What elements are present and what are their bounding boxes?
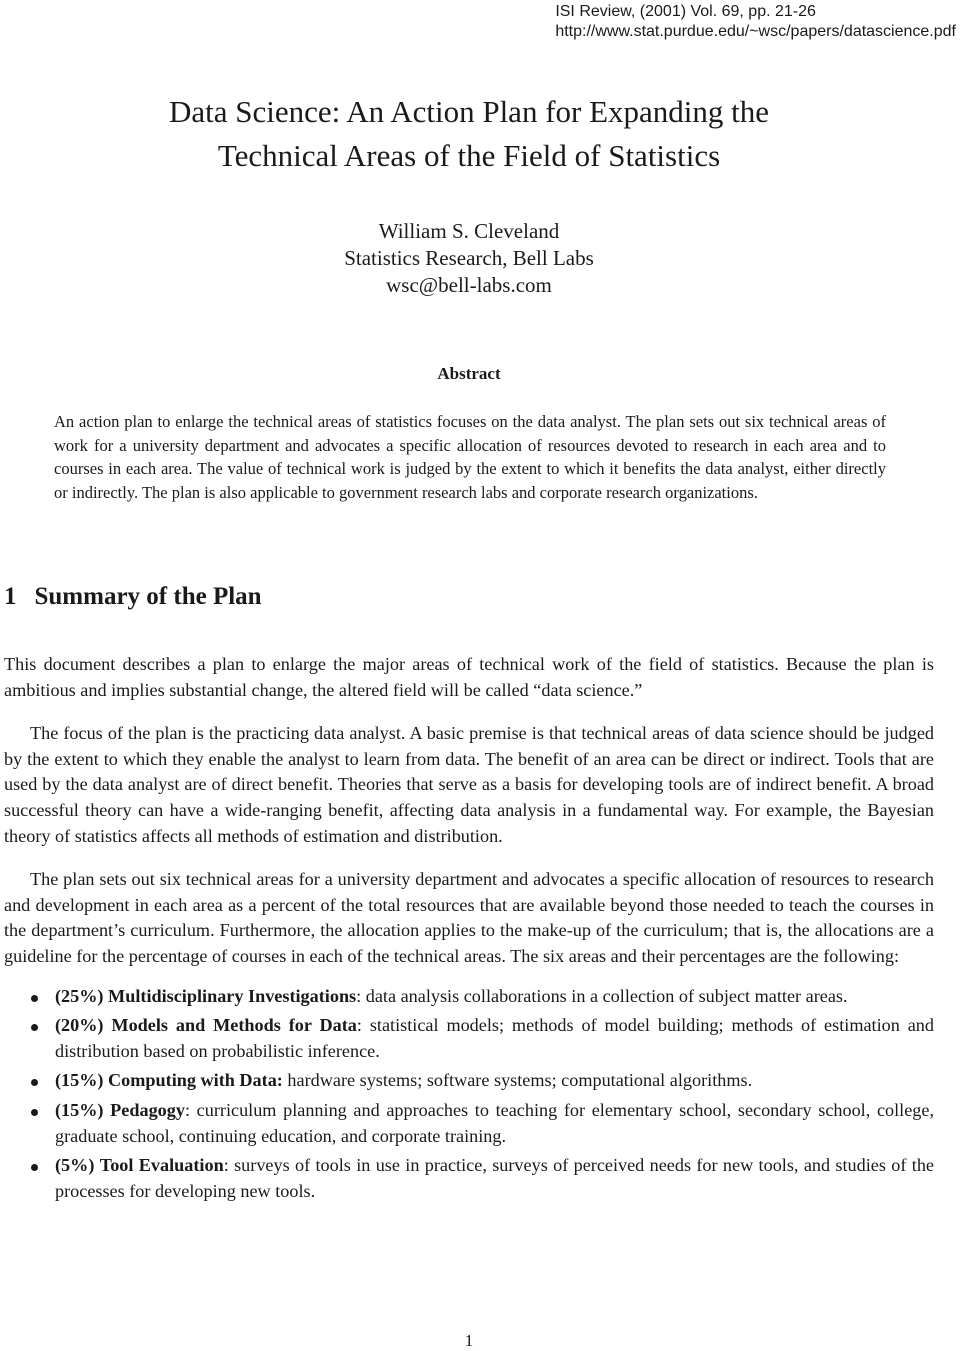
section-heading	[4, 580, 262, 614]
area-percent: (5%)	[55, 1155, 95, 1176]
area-description: : curriculum planning and approaches to teaching for elementary school, secondary school, college, graduate school, continuing education, and corporate training.	[55, 1099, 935, 1146]
area-description: : statistical models; methods of model building; methods of estimation and distribution based on probabilistic inference.	[55, 1015, 934, 1061]
section-title: Summary of the Plan	[34, 583, 262, 610]
paper-title	[0, 90, 938, 178]
section-body	[4, 652, 934, 1208]
area-name: Tool Evaluation	[99, 1155, 224, 1176]
author-email[interactable]: wsc@bell-labs.com	[386, 273, 552, 297]
author-block	[0, 218, 938, 299]
paragraph: The plan sets out six technical areas for a university department and advocates a specific allocation of resources to research and development in each area as a percent of the total resources that are available beyond those needed to teach the courses in the department’s curriculum. Furthermore, the allocation applies to the make-up of the curriculum; that is, the allocations are a guideline for the percentage of courses in each of the technical areas. The six areas and their percentages are the following:	[4, 869, 934, 966]
journal-citation: ISI Review, (2001) Vol. 69, pp. 21-26	[555, 3, 816, 20]
journal-header	[555, 2, 956, 42]
list-item	[4, 1153, 934, 1204]
area-description: : surveys of tools in use in practice, surveys of perceived needs for new tools, and studies of the processes for developing new tools.	[55, 1155, 934, 1201]
area-description: : data analysis collaborations in a collection of subject matter areas.	[356, 985, 848, 1006]
area-percent: (25%)	[55, 985, 104, 1006]
area-percent: (20%)	[55, 1015, 104, 1036]
page-number: 1	[464, 1331, 474, 1350]
bullet-icon	[31, 1164, 38, 1171]
area-name: Pedagogy	[110, 1099, 185, 1120]
bullet-icon	[31, 995, 38, 1002]
paper-url[interactable]: http://www.stat.purdue.edu/~wsc/papers/datascience.pdf	[555, 23, 956, 40]
bullet-icon	[31, 1079, 38, 1086]
paragraph: The focus of the plan is the practicing data analyst. A basic premise is that technical areas of data science should be judged by the extent to which they enable the analyst to learn from data. The benefit of an area can be direct or indirect. Tools that are used by the data analyst are of direct benefit. Theories that serve as a basis for developing tools are of indirect benefit. A broad successful theory can have a wide-ranging benefit, affecting data analysis in a fundamental way. For example, the Bayesian theory of statistics affects all methods of estimation and distribution.	[4, 723, 934, 846]
area-percent: (15%)	[55, 1070, 104, 1091]
list-item	[4, 1068, 934, 1094]
technical-areas-list	[4, 984, 934, 1205]
list-item	[4, 1013, 934, 1064]
author-affiliation: Statistics Research, Bell Labs	[344, 246, 594, 270]
list-item	[4, 984, 934, 1010]
paragraph: This document describes a plan to enlarge the major areas of technical work of the field of statistics. Because the plan is ambitious and implies substantial change, the altered field will be called “data science.”	[4, 654, 934, 700]
author-name: William S. Cleveland	[378, 219, 560, 243]
area-name: Multidisciplinary Investigations	[108, 985, 357, 1006]
section-number: 1	[4, 583, 17, 610]
abstract-text: An action plan to enlarge the technical areas of statistics focuses on the data analyst. The plan sets out six technical areas of work for a university department and advocates a specific allocation of resources devoted to research in each area and to courses in each area. The value of technical work is judged by the extent to which it benefits the data analyst, either directly or indirectly. The plan is also applicable to government research labs and corporate research organizations.	[54, 412, 886, 502]
area-description: hardware systems; software systems; computational algorithms.	[282, 1070, 753, 1091]
area-percent: (15%)	[55, 1099, 104, 1120]
bullet-icon	[31, 1024, 38, 1031]
area-name: Models and Methods for Data	[111, 1015, 357, 1036]
area-name: Computing with Data:	[108, 1070, 283, 1091]
list-item	[4, 1098, 934, 1149]
abstract-heading: Abstract	[437, 364, 501, 383]
title-line-2: Technical Areas of the Field of Statistics	[217, 138, 721, 173]
bullet-icon	[31, 1109, 38, 1116]
title-line-1: Data Science: An Action Plan for Expanding the	[168, 94, 770, 129]
